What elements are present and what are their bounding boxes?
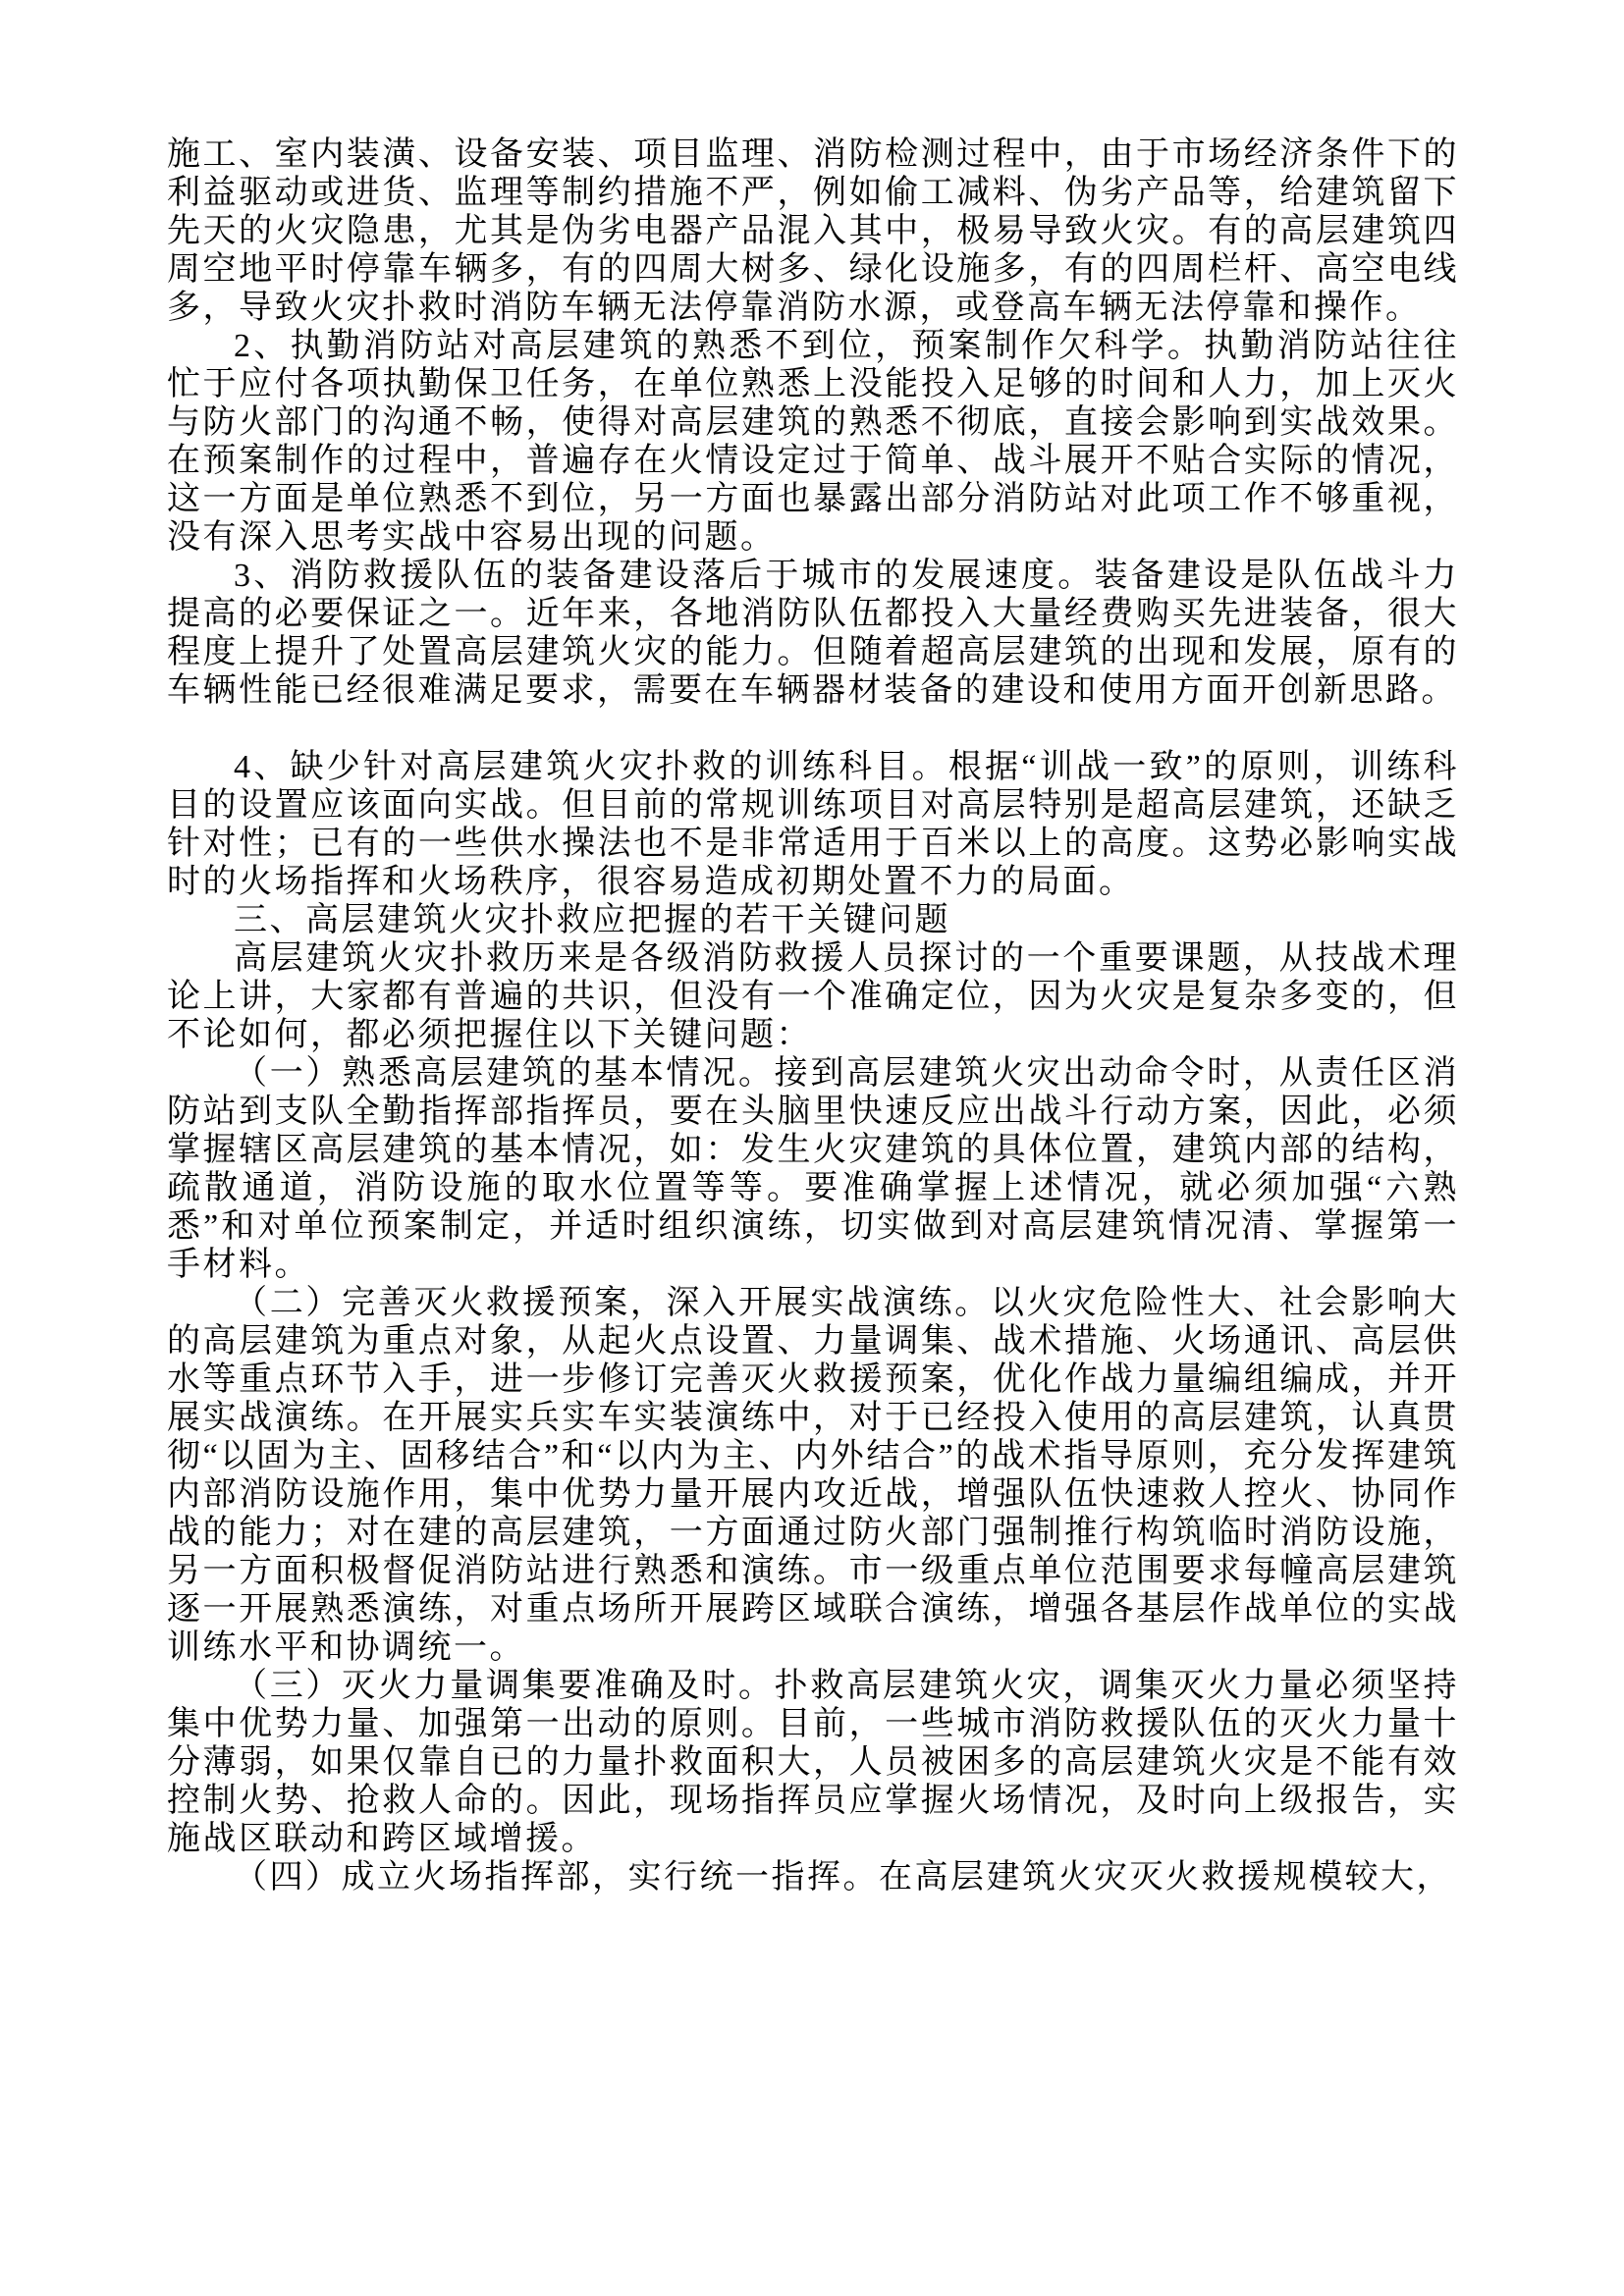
paragraph: 2、执勤消防站对高层建筑的熟悉不到位，预案制作欠科学。执勤消防站往往忙于应付各项执勤保卫任务，在单位熟悉上没能投入足够的时间和人力，加上灭火与防火部门的沟通不畅，使得对高层建筑的熟悉不彻底，直接会影响到实战效果。在预案制作的过程中，普遍存在火情设定过于简单、战斗展开不贴合实际的情况，这一方面是单位熟悉不到位，另一方面也暴露出部分消防站对此项工作不够重视，没有深入思考实战中容易出现的问题。: [167, 328, 1459, 556]
paragraph: 高层建筑火灾扑救历来是各级消防救援人员探讨的一个重要课题，从技战术理论上讲，大家都有普遍的共识，但没有一个准确定位，因为火灾是复杂多变的，但不论如何，都必须把握住以下关键问题：: [167, 940, 1459, 1053]
paragraph: （一）熟悉高层建筑的基本情况。接到高层建筑火灾出动命令时，从责任区消防站到支队全勤指挥部指挥员，要在头脑里快速反应出战斗行动方案，因此，必须掌握辖区高层建筑的基本情况，如：发生火灾建筑的具体位置，建筑内部的结构，疏散通道，消防设施的取水位置等等。要准确掌握上述情况，就必须加强“六熟悉”和对单位预案制定，并适时组织演练，切实做到对高层建筑情况清、掌握第一手材料。: [167, 1055, 1459, 1283]
paragraph: 3、消防救援队伍的装备建设落后于城市的发展速度。装备建设是队伍战斗力提高的必要保证之一。近年来，各地消防队伍都投入大量经费购买先进装备，很大程度上提升了处置高层建筑火灾的能力。但随着超高层建筑的出现和发展，原有的车辆性能已经很难满足要求，需要在车辆器材装备的建设和使用方面开创新思路。: [167, 558, 1459, 709]
paragraph: 施工、室内装潢、设备安装、项目监理、消防检测过程中，由于市场经济条件下的利益驱动或进货、监理等制约措施不严，例如偷工减料、伪劣产品等，给建筑留下先天的火灾隐患，尤其是伪劣电器产品混入其中，极易导致火灾。有的高层建筑四周空地平时停靠车辆多，有的四周大树多、绿化设施多，有的四周栏杆、高空电线多，导致火灾扑救时消防车辆无法停靠消防水源，或登高车辆无法停靠和操作。: [167, 136, 1459, 326]
empty-line: [167, 710, 1459, 748]
paragraph: （二）完善灭火救援预案，深入开展实战演练。以火灾危险性大、社会影响大的高层建筑为重点对象，从起火点设置、力量调集、战术措施、火场通讯、高层供水等重点环节入手，进一步修订完善灭火救援预案，优化作战力量编组编成，并开展实战演练。在开展实兵实车实装演练中，对于已经投入使用的高层建筑，认真贯彻“以固为主、固移结合”和“以内为主、内外结合”的战术指导原则，充分发挥建筑内部消防设施作用，集中优势力量开展内攻近战，增强队伍快速救人控火、协同作战的能力；对在建的高层建筑，一方面通过防火部门强制推行构筑临时消防设施，另一方面积极督促消防站进行熟悉和演练。市一级重点单位范围要求每幢高层建筑逐一开展熟悉演练，对重点场所开展跨区域联合演练，增强各基层作战单位的实战训练水平和协调统一。: [167, 1285, 1459, 1666]
paragraph: （三）灭火力量调集要准确及时。扑救高层建筑火灾，调集灭火力量必须坚持集中优势力量、加强第一出动的原则。目前，一些城市消防救援队伍的灭火力量十分薄弱，如果仅靠自已的力量扑救面积大，人员被困多的高层建筑火灾是不能有效控制火势、抢救人命的。因此，现场指挥员应掌握火场情况，及时向上级报告，实施战区联动和跨区域增援。: [167, 1668, 1459, 1857]
paragraph: （四）成立火场指挥部，实行统一指挥。在高层建筑火灾灭火救援规模较大，: [234, 1859, 1452, 1896]
document-text-area: [167, 135, 1459, 1896]
paragraph: 4、缺少针对高层建筑火灾扑救的训练科目。根据“训战一致”的原则，训练科目的设置应该面向实战。但目前的常规训练项目对高层特别是超高层建筑，还缺乏针对性；已有的一些供水操法也不是非常适用于百米以上的高度。这势必影响实战时的火场指挥和火场秩序，很容易造成初期处置不力的局面。: [167, 749, 1459, 900]
paragraph: 三、高层建筑火灾扑救应把握的若干关键问题: [234, 902, 950, 938]
